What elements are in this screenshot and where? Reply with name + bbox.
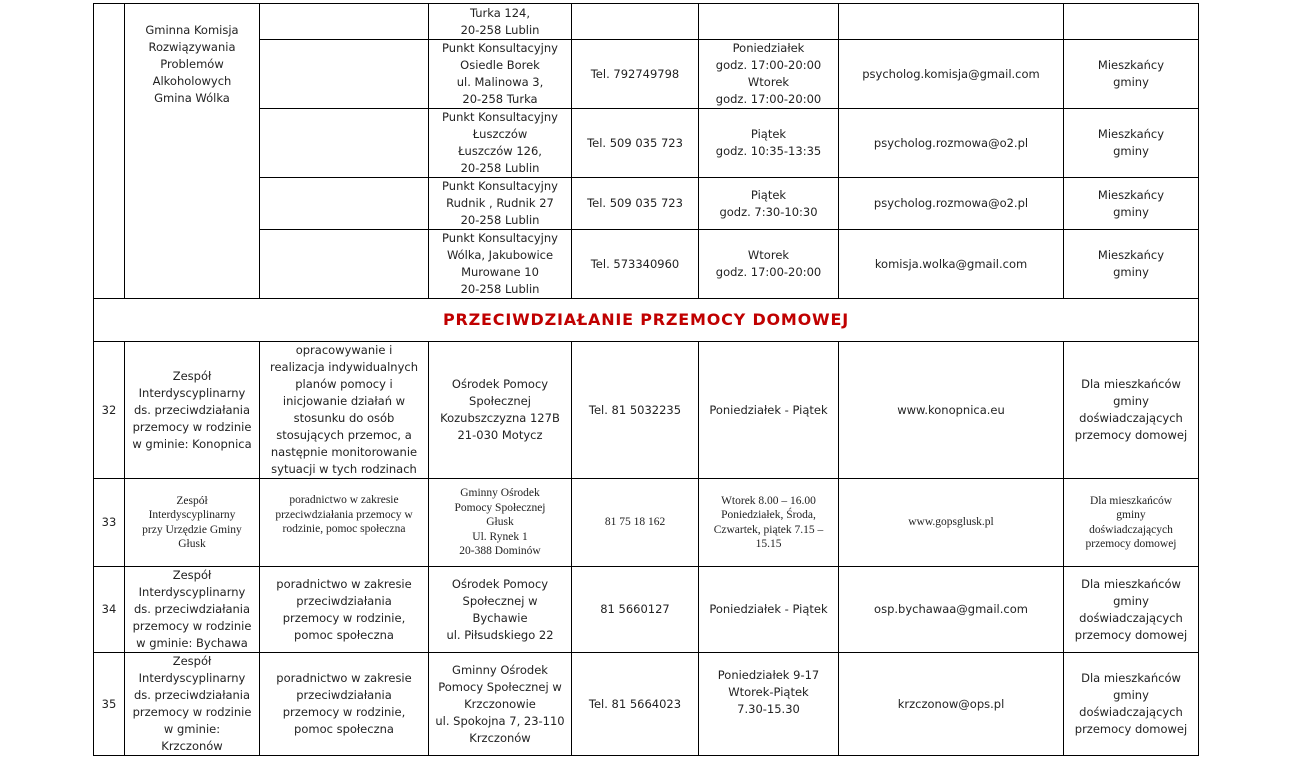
contact-cell[interactable]: krzczonow@ops.pl	[839, 653, 1064, 756]
hours-cell: Poniedziałek 9-17 Wtorek-Piątek 7.30-15.30	[699, 653, 839, 756]
email-cell[interactable]: komisja.wolka@gmail.com	[839, 230, 1064, 299]
phone-cell: 81 5660127	[572, 567, 699, 653]
scope-cell: opracowywanie i realizacja indywidualnych planów pomocy i inicjowanie działań w stosunku do osób stosujących przemoc, a następnie monitorowanie sytuacji w tych rodzinach	[260, 342, 429, 479]
recipients-cell: Dla mieszkańców gminy doświadczających przemocy domowej	[1064, 479, 1199, 567]
phone-cell	[572, 4, 699, 40]
recipients-cell	[1064, 4, 1199, 40]
scope-cell	[260, 4, 429, 40]
address-cell: Gminny Ośrodek Pomocy Społecznej w Krzczonowie ul. Spokojna 7, 23-110 Krzczonów	[429, 653, 572, 756]
scope-cell	[260, 40, 429, 109]
number-cell	[94, 4, 125, 299]
table-row	[94, 4, 1199, 40]
recipients-cell: Dla mieszkańców gminy doświadczających przemocy domowej	[1064, 567, 1199, 653]
hours-cell: Wtorek godz. 17:00-20:00	[699, 230, 839, 299]
table-row	[94, 109, 1199, 178]
recipients-cell: Mieszkańcy gminy	[1064, 178, 1199, 230]
entry-number: 35	[94, 653, 125, 756]
hours-cell: Poniedziałek godz. 17:00-20:00 Wtorek godz. 17:00-20:00	[699, 40, 839, 109]
table-row	[94, 342, 1199, 479]
phone-cell: 81 75 18 162	[572, 479, 699, 567]
recipients-cell: Mieszkańcy gminy	[1064, 109, 1199, 178]
address-cell: Punkt Konsultacyjny Rudnik , Rudnik 27 20-258 Lublin	[429, 178, 572, 230]
address-cell: Punkt Konsultacyjny Osiedle Borek ul. Malinowa 3, 20-258 Turka	[429, 40, 572, 109]
table-row	[94, 40, 1199, 109]
scope-cell: poradnictwo w zakresie przeciwdziałania przemocy w rodzinie, pomoc społeczna	[260, 653, 429, 756]
entry-number: 34	[94, 567, 125, 653]
scope-cell: poradnictwo w zakresie przeciwdziałania przemocy w rodzinie, pomoc społeczna	[260, 567, 429, 653]
scope-cell: poradnictwo w zakresie przeciwdziałania przemocy w rodzinie, pomoc społeczna	[260, 479, 429, 567]
entry-number: 32	[94, 342, 125, 479]
recipients-cell: Mieszkańcy gminy	[1064, 40, 1199, 109]
address-cell: Ośrodek Pomocy Społecznej w Bychawie ul. Piłsudskiego 22	[429, 567, 572, 653]
email-cell[interactable]: psycholog.komisja@gmail.com	[839, 40, 1064, 109]
phone-cell: Tel. 509 035 723	[572, 178, 699, 230]
table-row	[94, 479, 1199, 567]
address-cell: Turka 124, 20-258 Lublin	[429, 4, 572, 40]
recipients-cell: Dla mieszkańców gminy doświadczających przemocy domowej	[1064, 342, 1199, 479]
hours-cell: Piątek godz. 10:35-13:35	[699, 109, 839, 178]
address-cell: Punkt Konsultacyjny Łuszczów Łuszczów 126, 20-258 Lublin	[429, 109, 572, 178]
contact-cell[interactable]: www.konopnica.eu	[839, 342, 1064, 479]
phone-cell: Tel. 792749798	[572, 40, 699, 109]
contact-cell[interactable]: www.gopsglusk.pl	[839, 479, 1064, 567]
table-row	[94, 230, 1199, 299]
scope-cell	[260, 109, 429, 178]
support-directory-table	[93, 3, 1199, 756]
section-title: PRZECIWDZIAŁANIE PRZEMOCY DOMOWEJ	[94, 299, 1199, 342]
section-header-row	[94, 299, 1199, 342]
email-cell	[839, 4, 1064, 40]
institution-cell: Zespół Interdyscyplinarny przy Urzędzie Gminy Głusk	[125, 479, 260, 567]
institution-cell: Gminna Komisja Rozwiązywania Problemów Alkoholowych Gmina Wólka	[125, 4, 260, 299]
recipients-cell: Mieszkańcy gminy	[1064, 230, 1199, 299]
phone-cell: Tel. 81 5032235	[572, 342, 699, 479]
hours-cell	[699, 4, 839, 40]
scope-cell	[260, 230, 429, 299]
table-row	[94, 567, 1199, 653]
phone-cell: Tel. 573340960	[572, 230, 699, 299]
scope-cell	[260, 178, 429, 230]
institution-cell: Zespół Interdyscyplinarny ds. przeciwdziałania przemocy w rodzinie w gminie: Krzczonów	[125, 653, 260, 756]
hours-cell: Poniedziałek - Piątek	[699, 567, 839, 653]
hours-cell: Piątek godz. 7:30-10:30	[699, 178, 839, 230]
recipients-cell: Dla mieszkańców gminy doświadczających przemocy domowej	[1064, 653, 1199, 756]
institution-cell: Zespół Interdyscyplinarny ds. przeciwdziałania przemocy w rodzinie w gminie: Bychawa	[125, 567, 260, 653]
hours-cell: Poniedziałek - Piątek	[699, 342, 839, 479]
address-cell: Ośrodek Pomocy Społecznej Kozubszczyzna 127B 21-030 Motycz	[429, 342, 572, 479]
address-cell: Gminny Ośrodek Pomocy Społecznej Głusk Ul. Rynek 1 20-388 Dominów	[429, 479, 572, 567]
hours-cell: Wtorek 8.00 – 16.00 Poniedziałek, Środa, Czwartek, piątek 7.15 – 15.15	[699, 479, 839, 567]
table-row	[94, 178, 1199, 230]
institution-cell: Zespół Interdyscyplinarny ds. przeciwdziałania przemocy w rodzinie w gminie: Konopnica	[125, 342, 260, 479]
table-row	[94, 653, 1199, 756]
entry-number: 33	[94, 479, 125, 567]
email-cell[interactable]: psycholog.rozmowa@o2.pl	[839, 178, 1064, 230]
phone-cell: Tel. 509 035 723	[572, 109, 699, 178]
email-cell[interactable]: psycholog.rozmowa@o2.pl	[839, 109, 1064, 178]
contact-cell[interactable]: osp.bychawaa@gmail.com	[839, 567, 1064, 653]
address-cell: Punkt Konsultacyjny Wólka, Jakubowice Murowane 10 20-258 Lublin	[429, 230, 572, 299]
phone-cell: Tel. 81 5664023	[572, 653, 699, 756]
